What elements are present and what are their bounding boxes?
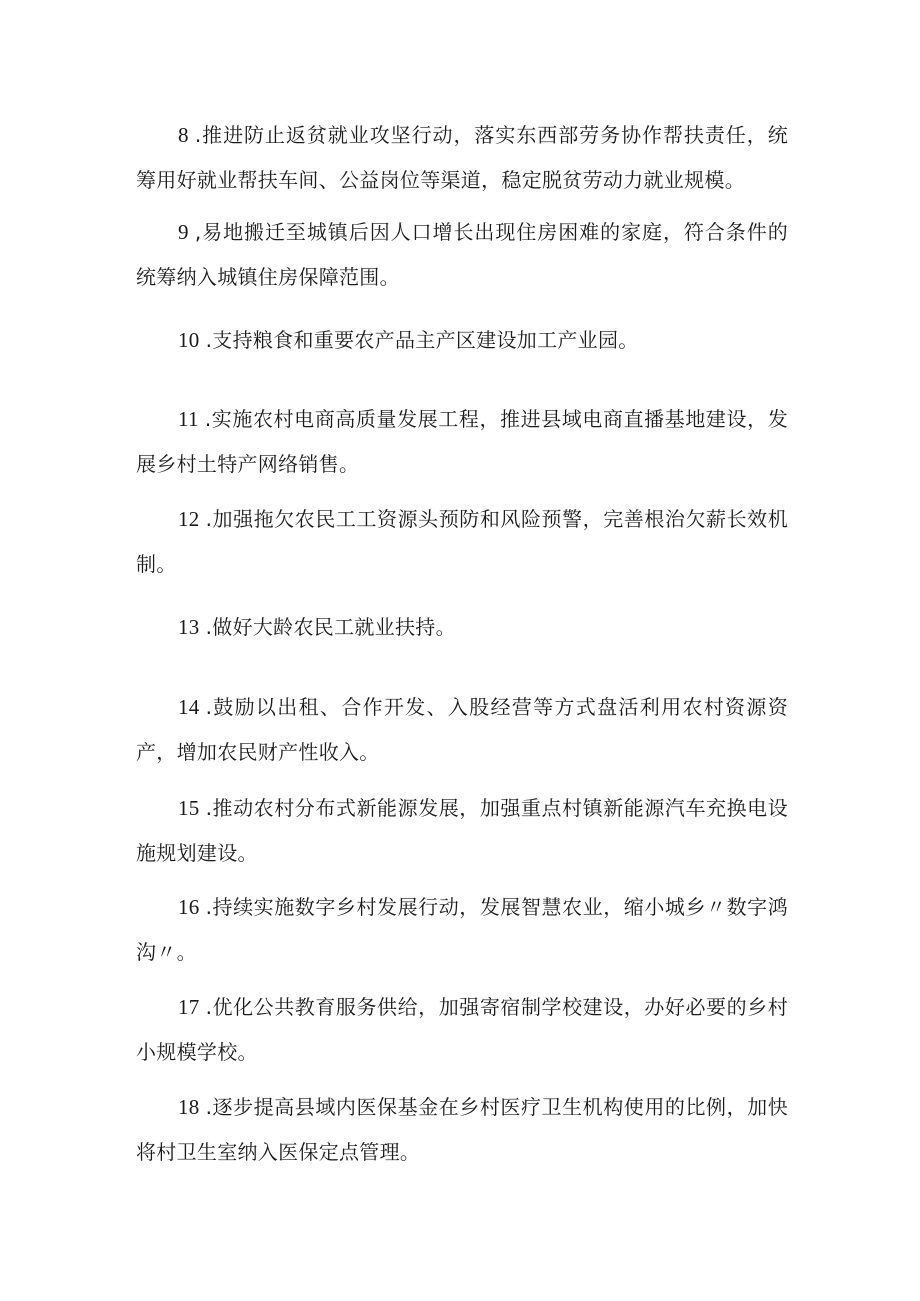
paragraph-item-12 <box>136 497 788 587</box>
paragraph-item-13 <box>136 605 788 650</box>
item-number: 18 <box>178 1095 200 1119</box>
item-number: 17 <box>178 995 200 1019</box>
item-number: 11 <box>178 407 199 431</box>
paragraph-item-9 <box>136 210 788 300</box>
item-text: .持续实施数字乡村发展行动，发展智慧农业，缩小城乡〃数字鸿沟〃。 <box>136 895 788 964</box>
item-text: .优化公共教育服务供给，加强寄宿制学校建设，办好必要的乡村小规模学校。 <box>136 995 788 1064</box>
paragraph-item-8 <box>136 113 788 203</box>
paragraph-item-18 <box>136 1085 788 1175</box>
item-text: .逐步提高县域内医保基金在乡村医疗卫生机构使用的比例，加快将村卫生室纳入医保定点管理。 <box>136 1095 788 1164</box>
item-text: .加强拖欠农民工工资源头预防和风险预警，完善根治欠薪长效机制。 <box>136 507 788 576</box>
paragraph-item-14 <box>136 685 788 775</box>
item-number: 9 <box>178 220 189 244</box>
item-number: 14 <box>178 695 200 719</box>
paragraph-item-16 <box>136 885 788 975</box>
paragraph-item-11 <box>136 397 788 487</box>
paragraph-item-15 <box>136 786 788 876</box>
item-number: 12 <box>178 507 200 531</box>
item-text: .做好大龄农民工就业扶持。 <box>205 615 456 639</box>
item-number: 8 <box>178 123 189 147</box>
item-text: .实施农村电商高质量发展工程，推进县域电商直播基地建设，发展乡村土特产网络销售。 <box>136 407 788 476</box>
item-text: ,易地搬迁至城镇后因人口增长出现住房困难的家庭，符合条件的统筹纳入城镇住房保障范围。 <box>136 220 788 289</box>
item-text: .推进防止返贫就业攻坚行动，落实东西部劳务协作帮扶责任，统筹用好就业帮扶车间、公益岗位等渠道，稳定脱贫劳动力就业规模。 <box>136 123 788 192</box>
paragraph-item-10 <box>136 318 788 363</box>
item-number: 15 <box>178 796 200 820</box>
item-number: 13 <box>178 615 200 639</box>
item-text: .推动农村分布式新能源发展，加强重点村镇新能源汽车充换电设施规划建设。 <box>136 796 788 865</box>
paragraph-item-17 <box>136 985 788 1075</box>
item-number: 10 <box>178 328 200 352</box>
item-text: .支持粮食和重要农产品主产区建设加工产业园。 <box>205 328 639 352</box>
item-text: .鼓励以出租、合作开发、入股经营等方式盘活利用农村资源资产，增加农民财产性收入。 <box>136 695 788 764</box>
item-number: 16 <box>178 895 200 919</box>
